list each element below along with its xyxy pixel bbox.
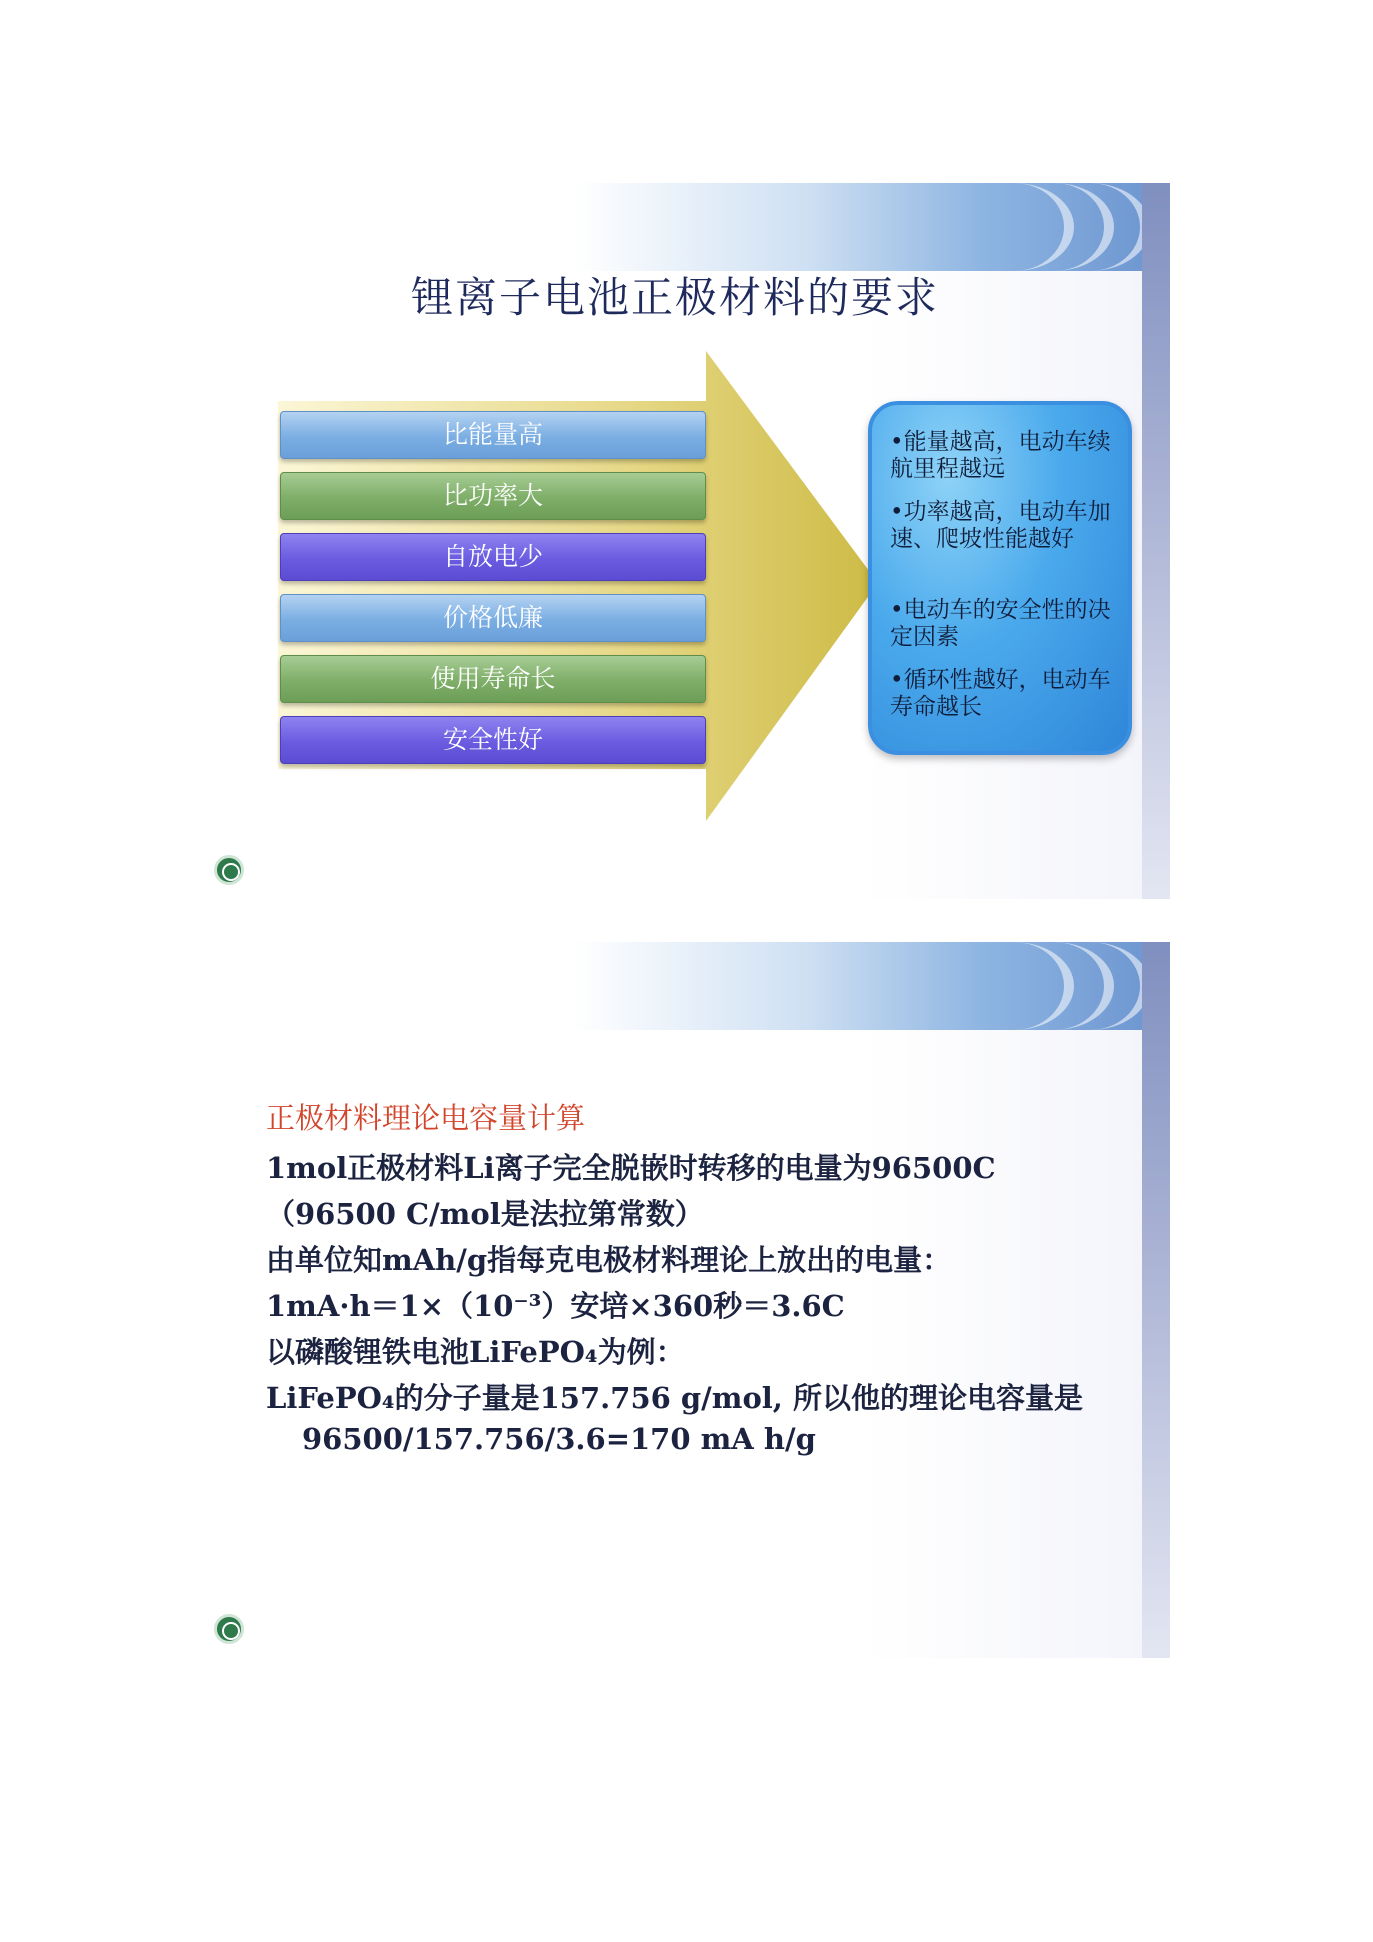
text-line: LiFePO₄的分子量是157.756 g/mol, 所以他的理论电容量是 [266,1381,1083,1415]
text-line: 由单位知mAh/g指每克电极材料理论上放出的电量： [266,1243,952,1277]
banner-chevron [1084,942,1150,1030]
benefit-item: •功率越高，电动车加速、爬坡性能越好 [890,499,1111,552]
university-seal-icon [214,1614,244,1644]
requirement-bar: 比能量高 [280,411,706,459]
slide-2 [208,942,1170,1658]
header-banner [208,942,1170,1030]
slide-title: 锂离子电池正极材料的要求 [410,273,939,322]
university-seal-icon [214,855,244,885]
benefit-item: •电动车的安全性的决定因素 [890,597,1111,650]
benefit-item: •循环性越好，电动车寿命越长 [890,667,1111,720]
requirement-bar: 使用寿命长 [280,655,706,703]
text-line: 1mA·h＝1×（10⁻³）安培×360秒＝3.6C [266,1289,845,1323]
slide-1 [208,183,1170,899]
requirement-bar: 自放电少 [280,533,706,581]
text-line: 96500/157.756/3.6=170 mA h/g [302,1422,816,1456]
text-line: 1mol正极材料Li离子完全脱嵌时转移的电量为96500C [266,1151,996,1185]
text-line: （96500 C/mol是法拉第常数） [266,1197,704,1231]
banner-chevron [1084,183,1150,271]
benefit-item: •能量越高，电动车续航里程越远 [890,429,1111,482]
side-strip [1142,942,1170,1658]
text-line: 以磷酸锂铁电池LiFePO₄为例： [266,1335,685,1369]
requirement-bar: 安全性好 [280,716,706,764]
header-banner [208,183,1170,271]
slide-title: 正极材料理论电容量计算 [266,1101,586,1135]
requirement-bar: 比功率大 [280,472,706,520]
benefits-box [868,401,1132,755]
requirement-bar: 价格低廉 [280,594,706,642]
side-strip [1142,183,1170,899]
